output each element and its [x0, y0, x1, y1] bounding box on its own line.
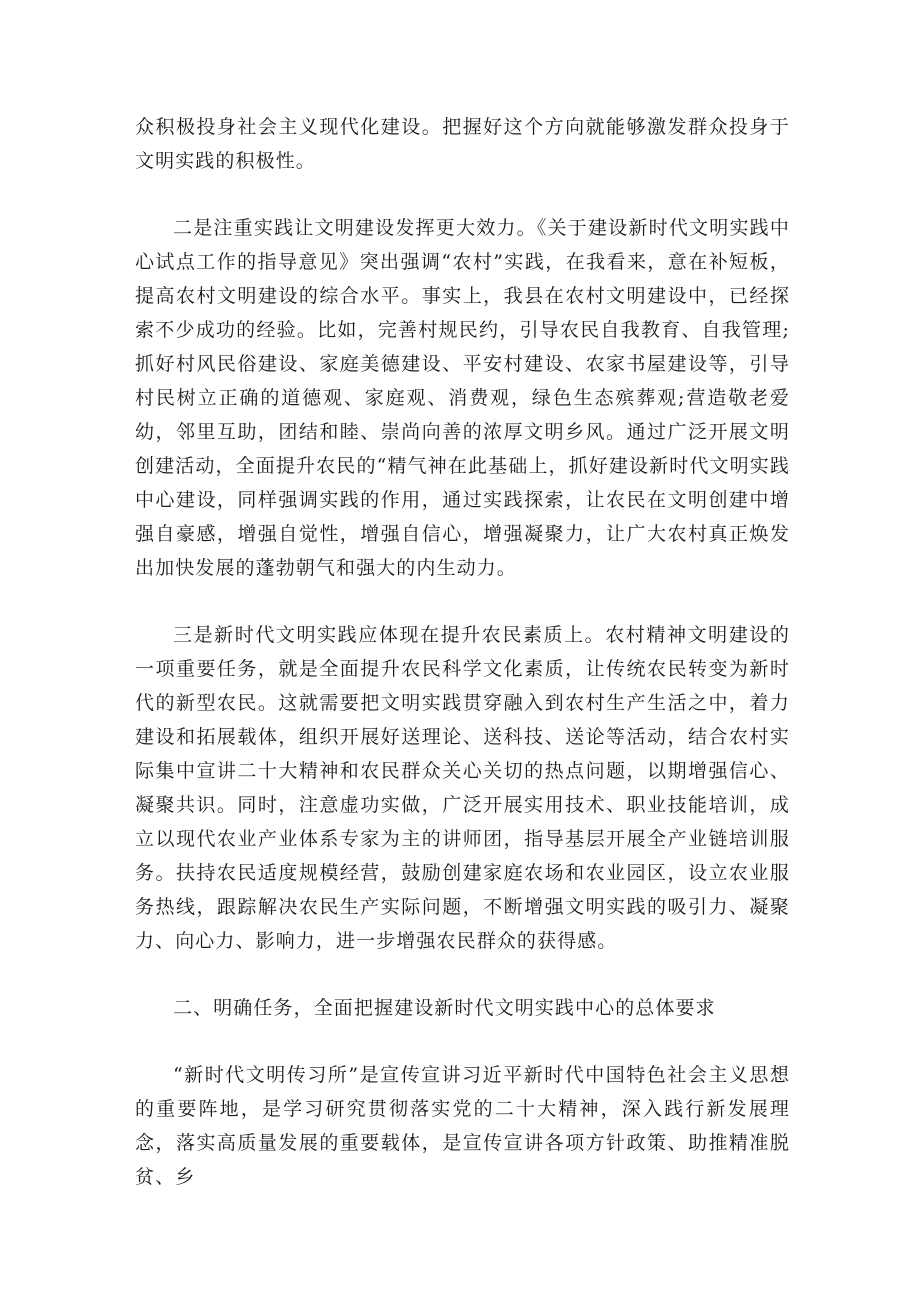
- section-heading: 二、明确任务，全面把握建设新时代文明实践中心的总体要求: [173, 997, 716, 1019]
- paragraph-civilization-center: “新时代文明传习所”是宣传宣讲习近平新时代中国特色社会主义思想的重要阵地，是学习研究贯彻落实党的二十大精神，深入践行新发展理念，落实高质量发展的重要载体，是宣传宣讲各项方针政策、助推精准脱贫、乡: [135, 1064, 790, 1188]
- paragraph-continuation: 众积极投身社会主义现代化建设。把握好这个方向就能够激发群众投身于文明实践的积极性。: [135, 116, 790, 172]
- paragraph-practice-effect: 二是注重实践让文明建设发挥更大效力。《关于建设新时代文明实践中心试点工作的指导意见》突出强调“农村”实践，在我看来，意在补短板，提高农村文明建设的综合水平。事实上，我县在农村文明建设中，已经探索不少成功的经验。比如，完善村规民约，引导农民自我教育、自我管理;抓好村风民俗建设、家庭美德建设、平安村建设、农家书屋建设等，引导村民树立正确的道德观、家庭观、消费观，绿色生态殡葬观;营造敬老爱幼，邻里互助，团结和睦、崇尚向善的浓厚文明乡风。通过广泛开展文明创建活动，全面提升农民的“精气神在此基础上，抓好建设新时代文明实践中心建设，同样强调实践的作用，通过实践探索，让农民在文明创建中增强自豪感，增强自觉性，增强自信心，增强凝聚力，让广大农村真正焕发出加快发展的蓬勃朝气和强大的内生动力。: [135, 217, 790, 579]
- document-page: [135, 110, 790, 1227]
- paragraph-farmer-quality: 三是新时代文明实践应体现在提升农民素质上。农村精神文明建设的一项重要任务，就是全面提升农民科学文化素质，让传统农民转变为新时代的新型农民。这就需要把文明实践贯穿融入到农村生产生活之中，着力建设和拓展载体，组织开展好送理论、送科技、送论等活动，结合农村实际集中宣讲二十大精神和农民群众关心关切的热点问题，以期增强信心、凝聚共识。同时，注意虚功实做，广泛开展实用技术、职业技能培训，成立以现代农业产业体系专家为主的讲师团，指导基层开展全产业链培训服务。扶持农民适度规模经营，鼓励创建家庭农场和农业园区，设立农业服务热线，跟踪解决农民生产实际问题，不断增强文明实践的吸引力、凝聚力、向心力、影响力，进一步增强农民群众的获得感。: [135, 624, 790, 952]
